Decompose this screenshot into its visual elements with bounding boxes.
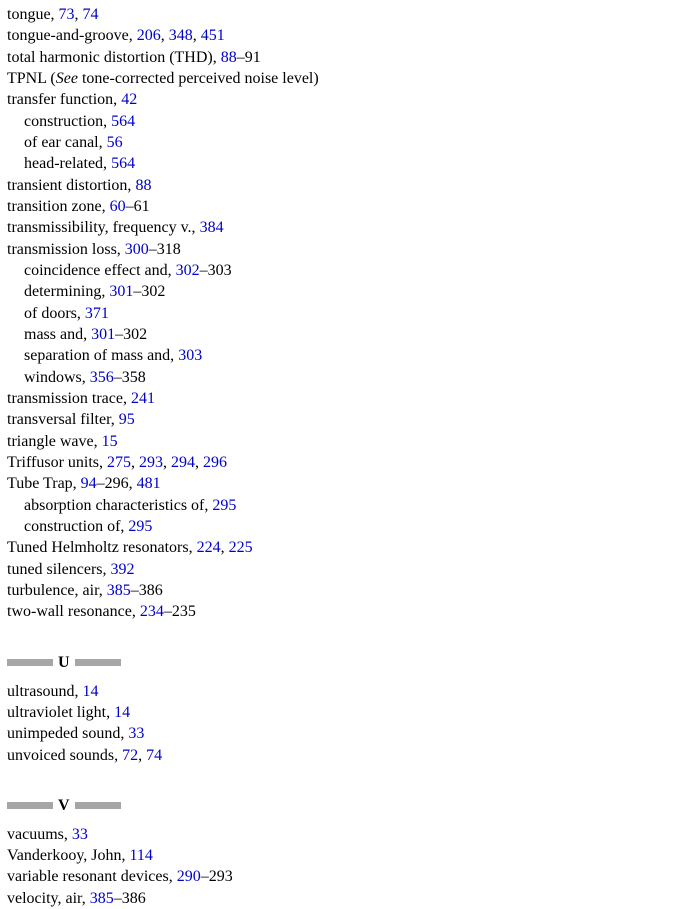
page-link[interactable]: 275: [107, 453, 132, 471]
index-entry: [7, 745, 695, 766]
page-link[interactable]: 301: [91, 325, 116, 343]
entry-text: –358: [113, 368, 146, 386]
index-entry: [7, 217, 695, 238]
entry-text: velocity, air,: [7, 889, 90, 907]
section-spacer: [7, 766, 695, 788]
page-link[interactable]: 94: [80, 475, 97, 493]
entry-text: –235: [163, 603, 196, 621]
entry-text: ,: [160, 27, 169, 45]
entry-text: tone-corrected perceived noise level): [77, 69, 319, 87]
page-link[interactable]: 481: [136, 475, 161, 493]
page-link[interactable]: 392: [110, 560, 135, 578]
page-link[interactable]: 15: [101, 432, 118, 450]
index-entry: [7, 702, 695, 723]
page-link[interactable]: 295: [128, 517, 153, 535]
index-subentry: [7, 303, 695, 324]
entry-text: ,: [195, 453, 204, 471]
entry-text: construction of,: [24, 517, 129, 535]
page-link[interactable]: 114: [129, 847, 153, 865]
page-link[interactable]: 371: [84, 304, 109, 322]
entry-text: transfer function,: [7, 91, 122, 109]
page-link[interactable]: 72: [122, 746, 139, 764]
page-link[interactable]: 451: [200, 27, 225, 45]
index-subentry: [7, 367, 695, 388]
entry-text: of doors,: [24, 304, 85, 322]
page-link[interactable]: 224: [196, 539, 221, 557]
entry-text: tuned silencers,: [7, 560, 111, 578]
index-entry: [7, 824, 695, 845]
section-heading-v: [7, 788, 695, 824]
page-link[interactable]: 348: [168, 27, 193, 45]
entry-text: ,: [192, 27, 201, 45]
see-reference: See: [55, 69, 78, 87]
section-letter: U: [58, 653, 70, 671]
page-link[interactable]: 290: [176, 868, 201, 886]
entry-text: construction,: [24, 112, 112, 130]
page-link[interactable]: 300: [124, 240, 149, 258]
entry-text: transient distortion,: [7, 176, 136, 194]
page-link[interactable]: 234: [139, 603, 164, 621]
entry-text: tongue-and-groove,: [7, 27, 137, 45]
index-entry: [7, 845, 695, 866]
section-heading-u: [7, 645, 695, 681]
entry-text: ,: [138, 746, 147, 764]
page-link[interactable]: 296: [203, 453, 228, 471]
index-entry: [7, 452, 695, 473]
index-entry: [7, 196, 695, 217]
page-link[interactable]: 384: [199, 219, 224, 237]
section-letter: V: [58, 796, 70, 814]
index-entry: [7, 723, 695, 744]
index-entry: [7, 681, 695, 702]
page-link[interactable]: 74: [146, 746, 163, 764]
entry-text: –296,: [96, 475, 137, 493]
page-link[interactable]: 33: [71, 825, 88, 843]
page-link[interactable]: 303: [178, 347, 203, 365]
index-entry: [7, 89, 695, 110]
entry-text: total harmonic distortion (THD),: [7, 48, 221, 66]
page-link[interactable]: 225: [228, 539, 253, 557]
entry-text: coincidence effect and,: [24, 261, 176, 279]
entry-text: unimpeded sound,: [7, 725, 129, 743]
index-subentry: [7, 324, 695, 345]
entry-text: of ear canal,: [24, 133, 107, 151]
index-entry: [7, 580, 695, 601]
entry-text: TPNL (: [7, 69, 56, 87]
entry-text: transition zone,: [7, 197, 110, 215]
index-subentry: [7, 516, 695, 537]
page-link[interactable]: 33: [128, 725, 145, 743]
entry-text: –386: [130, 581, 163, 599]
index-subentry: [7, 132, 695, 153]
page-link[interactable]: 356: [89, 368, 114, 386]
heading-bar-right: [75, 802, 121, 809]
page-link[interactable]: 385: [89, 889, 114, 907]
entry-text: –293: [200, 868, 233, 886]
entry-text: two-wall resonance,: [7, 603, 140, 621]
page-link[interactable]: 301: [109, 283, 134, 301]
index-entry: [7, 388, 695, 409]
index-entry: [7, 888, 695, 909]
index-entry: [7, 559, 695, 580]
entry-text: –386: [113, 889, 146, 907]
entry-text: Vanderkooy, John,: [7, 847, 130, 865]
index-entry: [7, 4, 695, 25]
entry-text: unvoiced sounds,: [7, 746, 123, 764]
index-entry: [7, 866, 695, 887]
page-link[interactable]: 14: [82, 682, 99, 700]
entry-text: ,: [220, 539, 229, 557]
page-link[interactable]: 74: [82, 6, 99, 23]
index-entry: [7, 25, 695, 46]
page-link[interactable]: 88: [135, 176, 152, 194]
entry-text: absorption characteristics of,: [24, 496, 213, 514]
page-link[interactable]: 385: [106, 581, 131, 599]
index-entry: [7, 409, 695, 430]
entry-text: –318: [148, 240, 181, 258]
page-link[interactable]: 302: [175, 261, 200, 279]
entry-text: ultraviolet light,: [7, 703, 115, 721]
heading-bar-left: [7, 659, 53, 666]
entry-text: ,: [74, 6, 83, 23]
page-link[interactable]: 42: [121, 91, 138, 109]
entry-text: windows,: [24, 368, 90, 386]
index-entry: [7, 473, 695, 494]
entry-text: transversal filter,: [7, 411, 119, 429]
entry-text: ,: [163, 453, 172, 471]
entry-text: turbulence, air,: [7, 581, 107, 599]
entry-text: tongue,: [7, 6, 59, 23]
page-link[interactable]: 95: [118, 411, 135, 429]
page-link[interactable]: 241: [130, 389, 155, 407]
entry-text: head-related,: [24, 155, 112, 173]
entry-text: –302: [133, 283, 166, 301]
entry-text: ,: [131, 453, 140, 471]
entry-text: variable resonant devices,: [7, 868, 177, 886]
entry-text: –91: [236, 48, 261, 66]
entry-text: transmissibility, frequency v.,: [7, 219, 200, 237]
index-subentry: [7, 345, 695, 366]
entry-text: ultrasound,: [7, 682, 83, 700]
entry-text: Tuned Helmholtz resonators,: [7, 539, 197, 557]
index-entry: [7, 175, 695, 196]
index-entry: [7, 431, 695, 452]
page-link[interactable]: 294: [171, 453, 196, 471]
page-link[interactable]: 293: [139, 453, 164, 471]
index-entry: [7, 68, 695, 89]
index-entry: [7, 47, 695, 68]
entry-text: vacuums,: [7, 825, 72, 843]
entry-text: triangle wave,: [7, 432, 102, 450]
heading-bar-left: [7, 802, 53, 809]
entry-text: –303: [199, 261, 232, 279]
page-link[interactable]: 295: [212, 496, 237, 514]
entry-text: –302: [115, 325, 148, 343]
heading-bar-right: [75, 659, 121, 666]
index-entry: [7, 537, 695, 558]
page-link[interactable]: 73: [58, 6, 75, 23]
entry-text: transmission trace,: [7, 389, 131, 407]
page-link[interactable]: 88: [220, 48, 237, 66]
index-subentry: [7, 281, 695, 302]
entry-text: mass and,: [24, 325, 92, 343]
index-entry: [7, 601, 695, 622]
page-link[interactable]: 60: [109, 197, 126, 215]
entry-text: determining,: [24, 283, 110, 301]
page-link[interactable]: 564: [111, 155, 136, 173]
entry-text: Triffusor units,: [7, 453, 108, 471]
entry-text: Tube Trap,: [7, 475, 81, 493]
entry-text: separation of mass and,: [24, 347, 179, 365]
page-link[interactable]: 206: [136, 27, 161, 45]
index-subentry: [7, 111, 695, 132]
index-subentry: [7, 495, 695, 516]
index-subentry: [7, 153, 695, 174]
entry-text: transmission loss,: [7, 240, 125, 258]
index-entry: [7, 239, 695, 260]
entry-text: –61: [125, 197, 150, 215]
section-spacer: [7, 623, 695, 645]
page-link[interactable]: 14: [114, 703, 131, 721]
page-link[interactable]: 56: [106, 133, 123, 151]
page-link[interactable]: 564: [111, 112, 136, 130]
index-subentry: [7, 260, 695, 281]
